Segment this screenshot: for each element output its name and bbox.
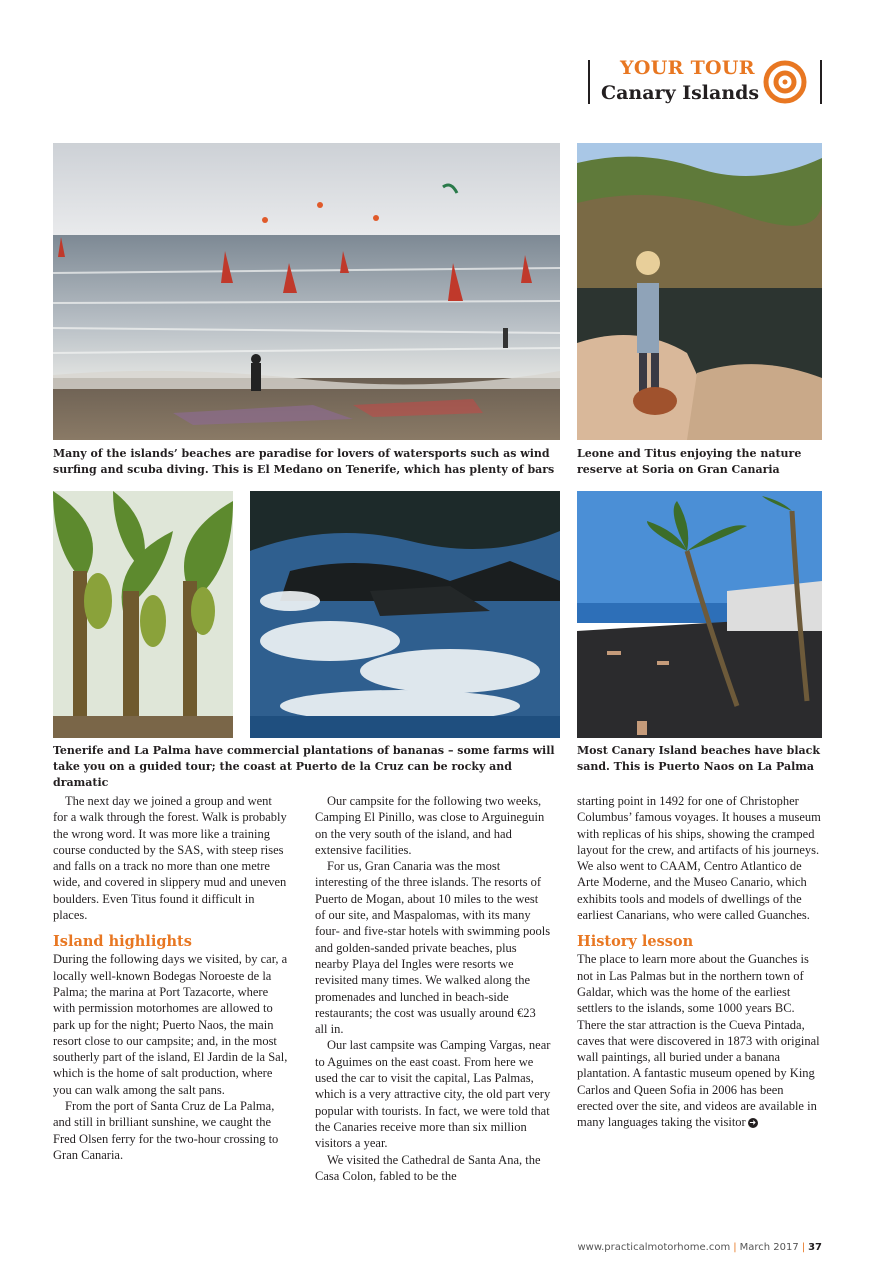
photo-black-sand-beach (577, 491, 822, 738)
article-column-3 (577, 793, 822, 1131)
paragraph: The next day we joined a group and went for a walk through the forest. Walk is probably the wrong word. It was more like a training course conducted by the SAS, with steep rises and falls on a track no more than one metre wide, and covered in slippery mud and uneven boulders. Even Titus found it difficult in places. (53, 794, 287, 923)
paragraph-continued (577, 951, 822, 1130)
caption-nature: Leone and Titus enjoying the nature reserve at Soria on Gran Canaria (577, 447, 802, 476)
header-kicker: YOUR TOUR (620, 57, 755, 79)
photo-rocky-coast (250, 491, 560, 738)
paragraph: From the port of Santa Cruz de La Palma, and still in brilliant sunshine, we caught the Fred Olsen ferry for the two-hour crossing to Gran Canaria. (53, 1099, 279, 1162)
subheading-history-lesson: History lesson (577, 933, 694, 951)
target-icon (763, 60, 807, 104)
article-column-2 (315, 793, 551, 1184)
article-column-1 (53, 793, 289, 1163)
photo-nature-reserve (577, 143, 822, 440)
footer-separator: | (733, 1242, 737, 1253)
caption-bananas: Tenerife and La Palma have commercial plantations of bananas – some farms will take you on a guided tour; the coast at Puerto de la Cruz can be rocky and dramatic (53, 744, 555, 789)
paragraph: We visited the Cathedral de Santa Ana, the Casa Colon, fabled to be the (315, 1152, 541, 1183)
photo-banana-plantation (53, 491, 233, 738)
paragraph: For us, Gran Canaria was the most interesting of the three islands. The resorts of Puerto de Mogan, about 10 miles to the west of our site, and Maspalomas, with its many four- and five-star hotels with swimming pools and golden-sanded private beaches, plus nearby Playa del Ingles were resorts we revisited many times. We walked along the promenades and lunched in beach-side restaurants; the cost was usually around €23 all in. (315, 859, 551, 1037)
caption-black-sand: Most Canary Island beaches have black sand. This is Puerto Naos on La Palma (577, 744, 820, 773)
section-header (588, 57, 822, 104)
header-rule-right (820, 60, 822, 104)
continue-arrow-icon: ➜ (749, 1118, 757, 1128)
header-rule-left (588, 60, 590, 104)
header-title: Canary Islands (601, 82, 760, 104)
page-number: 37 (808, 1242, 822, 1253)
footer-separator: | (801, 1242, 806, 1253)
page-footer (577, 1242, 822, 1253)
paragraph: Our last campsite was Camping Vargas, near to Aguimes on the east coast. From here we used the car to visit the capital, Las Palmas, which is a very attractive city, the old part very popular with tourists. In fact, we were told that the Canaries receive more than six million visitors a year. (315, 1038, 551, 1151)
paragraph-text: The place to learn more about the Guanches is not in Las Palmas but in the northern town of Galdar, which was the home of the earliest settlers to the islands, some 1000 years BC. There the star attraction is the Cueva Pintada, caves that were discovered in 1873 with original wall paintings, all buried under a banana plantation. A fantastic museum opened by King Carlos and Queen Sofia in 2006 has been erected over the site, and videos are available in many languages taking the visitor (577, 952, 820, 1130)
paragraph: Our campsite for the following two weeks, Camping El Pinillo, was close to Arguineguin on the very south of the island, and had extensive facilities. (315, 794, 545, 857)
subheading-island-highlights: Island highlights (53, 933, 192, 951)
footer-date: March 2017 (739, 1242, 799, 1253)
photo-windsurf-beach (53, 143, 560, 440)
paragraph: starting point in 1492 for one of Christopher Columbus’ famous voyages. It houses a museum with replicas of his ships, showing the cramped layout for the crew, and artifacts of his journeys. We also went to CAAM, Centro Atlantico de Arte Moderne, and the Museo Canario, which exhibits tools and models of dwellings of the earliest Canarians, who were called Guanches. (577, 794, 821, 923)
caption-beach: Many of the islands’ beaches are paradise for lovers of watersports such as wind surfing and scuba diving. This is El Medano on Tenerife, which has plenty of bars (53, 447, 555, 476)
footer-url: www.practicalmotorhome.com (577, 1242, 731, 1253)
paragraph: During the following days we visited, by car, a locally well-known Bodegas Noroeste de la Palma; the marina at Port Tazacorte, where with permission motorhomes are allowed to park up for the night; Puerto Naos, the main resort close to our campsite; and, in the most southerly part of the island, El Jardin de la Sal, which is the home of salt production, where you can walk among the salt pans. (53, 952, 288, 1097)
